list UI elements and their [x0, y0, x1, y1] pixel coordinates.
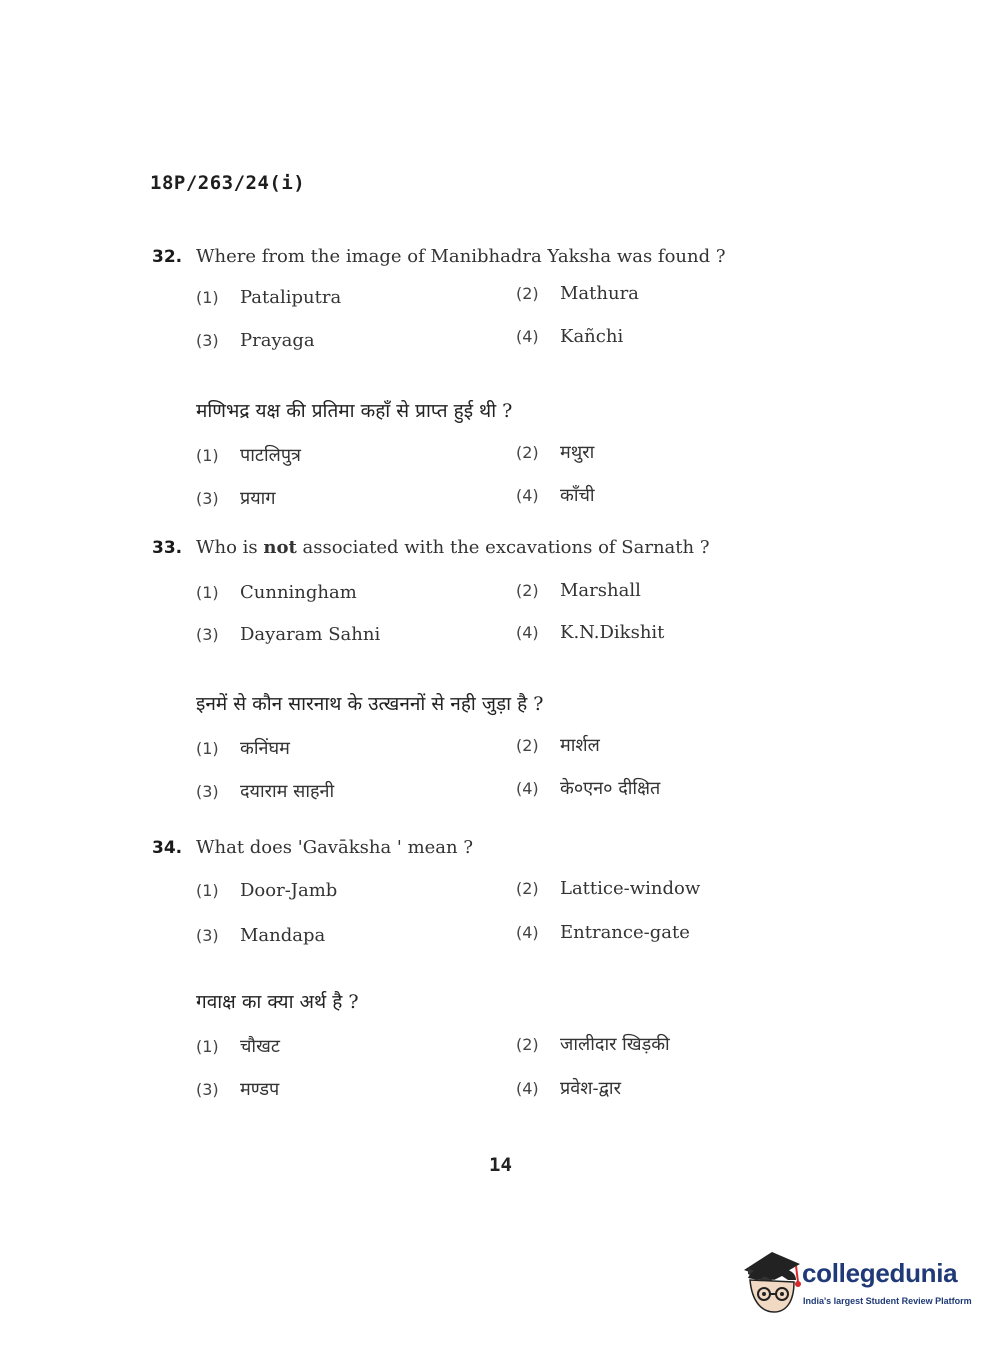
option-3: (3) Dayaram Sahni [196, 624, 381, 645]
option-4-hi: (4) प्रवेश-द्वार [516, 1078, 621, 1099]
options-en [196, 880, 796, 970]
options-hi [196, 736, 796, 826]
option-2-hi: (2) मार्शल [516, 735, 600, 756]
options-en [196, 283, 796, 377]
question-text-en [152, 536, 852, 560]
option-3: (3) Mandapa [196, 925, 326, 946]
question-number: 32. [152, 247, 183, 267]
option-3-hi: (3) दयाराम साहनी [196, 781, 335, 802]
question-stem-pre: Who is [196, 537, 264, 558]
question-stem-emphasis: not [263, 537, 297, 558]
option-3-hi: (3) प्रयाग [196, 488, 276, 509]
options-hi [196, 1034, 796, 1124]
paper-code: 18P/263/24(i) [150, 172, 306, 194]
option-1-hi: (1) चौखट [196, 1036, 280, 1057]
question-stem: What does 'Gavāksha ' mean ? [196, 837, 473, 858]
option-2: (2) Marshall [516, 580, 641, 601]
option-1-hi: (1) कनिंघम [196, 738, 290, 759]
options-en [196, 582, 796, 672]
page-number: 14 [489, 1154, 512, 1176]
option-3-hi: (3) मण्डप [196, 1079, 280, 1100]
option-4: (4) Entrance-gate [516, 922, 690, 943]
option-4-hi: (4) काँची [516, 485, 595, 506]
question-text-en [152, 245, 852, 269]
question-text-en [152, 836, 852, 860]
question-34 [152, 836, 852, 1124]
question-text-hi: इनमें से कौन सारनाथ के उत्खननों से नही जुड़ा है ? [196, 693, 544, 715]
option-1: (1) Cunningham [196, 582, 357, 603]
question-text-hi: गवाक्ष का क्या अर्थ है ? [196, 991, 359, 1013]
question-33 [152, 536, 852, 826]
option-4: (4) Kañchi [516, 326, 624, 347]
option-1: (1) Door-Jamb [196, 880, 338, 901]
collegedunia-watermark [742, 1250, 972, 1320]
question-stem-post: associated with the excavations of Sarnath ? [296, 537, 710, 558]
brand-name: collegedunia [802, 1258, 958, 1288]
question-number: 33. [152, 538, 183, 558]
option-4: (4) K.N.Dikshit [516, 622, 665, 643]
option-2: (2) Lattice-window [516, 878, 701, 899]
question-stem: Where from the image of Manibhadra Yaksha was found ? [196, 246, 726, 267]
option-2: (2) Mathura [516, 283, 639, 304]
question-text-hi: मणिभद्र यक्ष की प्रतिमा कहाँ से प्राप्त हुई थी ? [196, 400, 513, 422]
mascot-icon [742, 1250, 802, 1316]
question-32 [152, 245, 852, 533]
option-2-hi: (2) जालीदार खिड़की [516, 1034, 670, 1055]
option-3: (3) Prayaga [196, 330, 315, 351]
options-hi [196, 443, 796, 533]
option-4-hi: (4) के०एन० दीक्षित [516, 778, 661, 799]
question-number: 34. [152, 838, 183, 858]
brand-tagline: India's largest Student Review Platform [803, 1296, 972, 1306]
option-2-hi: (2) मथुरा [516, 442, 595, 463]
option-1-hi: (1) पाटलिपुत्र [196, 445, 301, 466]
option-1: (1) Pataliputra [196, 287, 342, 308]
